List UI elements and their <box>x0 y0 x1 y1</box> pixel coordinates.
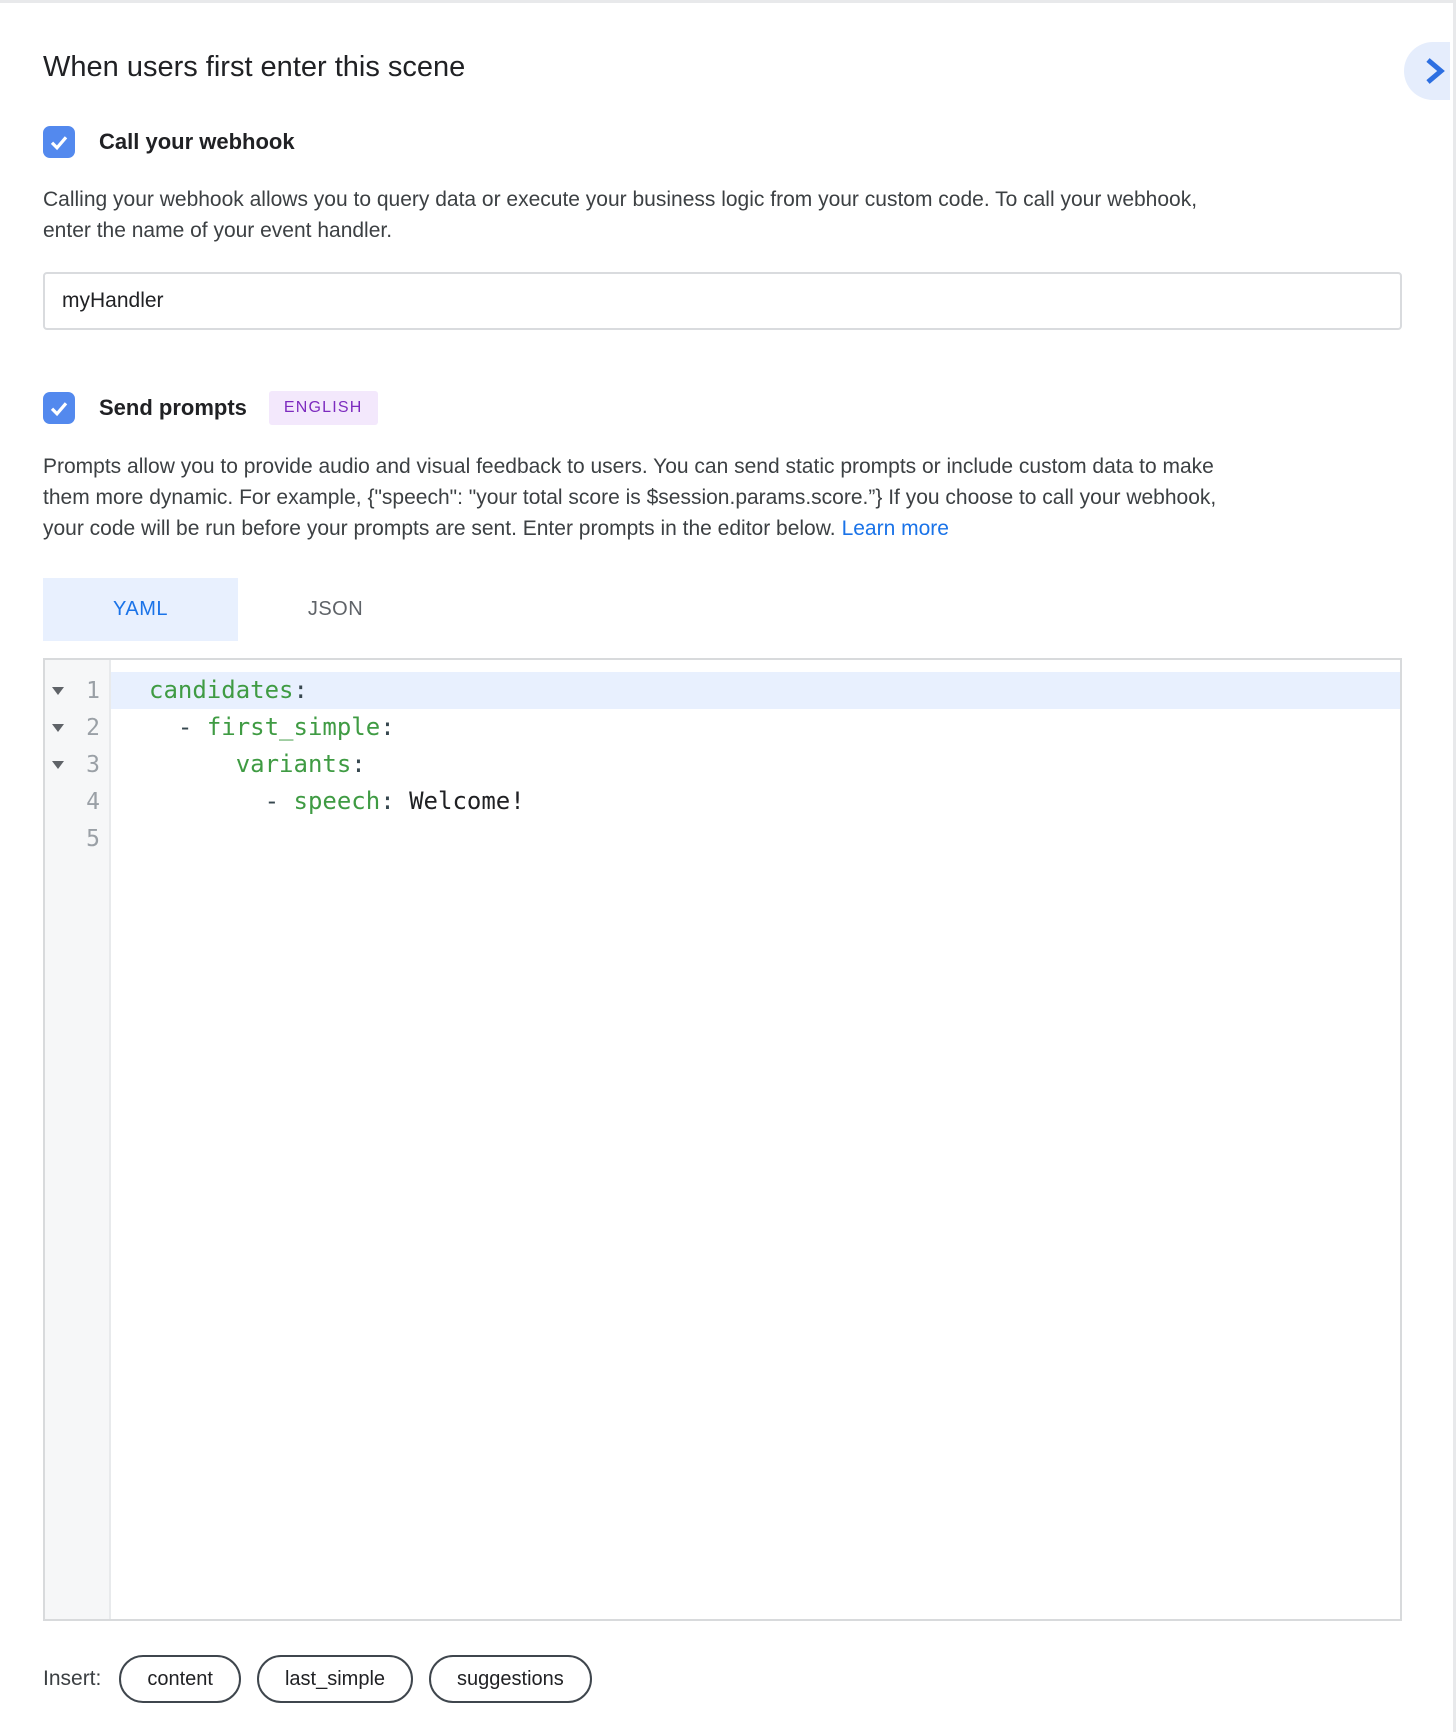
insert-content-button[interactable]: content <box>119 1655 241 1703</box>
tab-json[interactable]: JSON <box>307 598 364 620</box>
send-prompts-checkbox[interactable] <box>43 392 75 424</box>
gutter-row <box>45 746 109 783</box>
gutter-row <box>45 672 109 709</box>
tab-yaml[interactable]: YAML <box>43 578 238 641</box>
line-number: 4 <box>86 788 100 815</box>
check-icon <box>47 396 71 420</box>
fold-toggle-icon[interactable] <box>52 687 64 695</box>
chevron-right-icon <box>1423 56 1445 86</box>
code-line: variants: <box>235 750 366 778</box>
line-number: 1 <box>86 677 100 704</box>
prompts-description-line: Prompts allow you to provide audio and visual feedback to users. You can send static prompts or include custom data to make <box>43 455 1214 478</box>
line-number: 3 <box>86 751 100 778</box>
editor-gutter <box>45 660 111 1619</box>
call-webhook-label: Call your webhook <box>99 129 295 154</box>
line-number: 5 <box>86 825 100 852</box>
send-prompts-row <box>43 391 1399 425</box>
page-title: When users first enter this scene <box>43 51 466 83</box>
webhook-description <box>43 184 1399 246</box>
event-handler-input[interactable] <box>43 272 1402 330</box>
code-line: - speech: Welcome! <box>264 787 525 815</box>
code-editor[interactable] <box>111 660 1400 1619</box>
prompts-description <box>43 451 1399 544</box>
webhook-description-line: enter the name of your event handler. <box>43 219 393 242</box>
call-webhook-checkbox[interactable] <box>43 126 75 158</box>
gutter-row <box>45 783 109 820</box>
gutter-row <box>45 820 109 857</box>
learn-more-link[interactable]: Learn more <box>841 517 949 540</box>
fold-toggle-icon[interactable] <box>52 761 64 769</box>
insert-row <box>43 1655 1399 1703</box>
gutter-row <box>45 709 109 746</box>
webhook-description-line: Calling your webhook allows you to query data or execute your business logic from your custom code. To call your webhook, <box>43 188 1198 211</box>
code-line: candidates: <box>111 672 1400 709</box>
call-webhook-row <box>43 126 1399 158</box>
line-number: 2 <box>86 714 100 741</box>
prompt-editor <box>43 658 1402 1621</box>
language-badge: ENGLISH <box>269 391 378 425</box>
editor-format-tabs <box>43 578 1399 641</box>
prompts-description-line: your code will be run before your prompts are sent. Enter prompts in the editor below. Learn more <box>43 517 949 540</box>
code-line: - first_simple: <box>177 713 395 741</box>
check-icon <box>47 130 71 154</box>
insert-suggestions-button[interactable]: suggestions <box>429 1655 592 1703</box>
collapse-panel-button[interactable] <box>1404 42 1450 100</box>
code-line <box>111 820 1400 857</box>
insert-last_simple-button[interactable]: last_simple <box>257 1655 413 1703</box>
insert-label: Insert: <box>43 1667 102 1690</box>
send-prompts-label: Send prompts <box>99 395 247 420</box>
fold-toggle-icon[interactable] <box>52 724 64 732</box>
prompts-description-line: them more dynamic. For example, {"speech": "your total score is $session.params.score.”} If you choose to call your webhook, <box>43 486 1217 509</box>
